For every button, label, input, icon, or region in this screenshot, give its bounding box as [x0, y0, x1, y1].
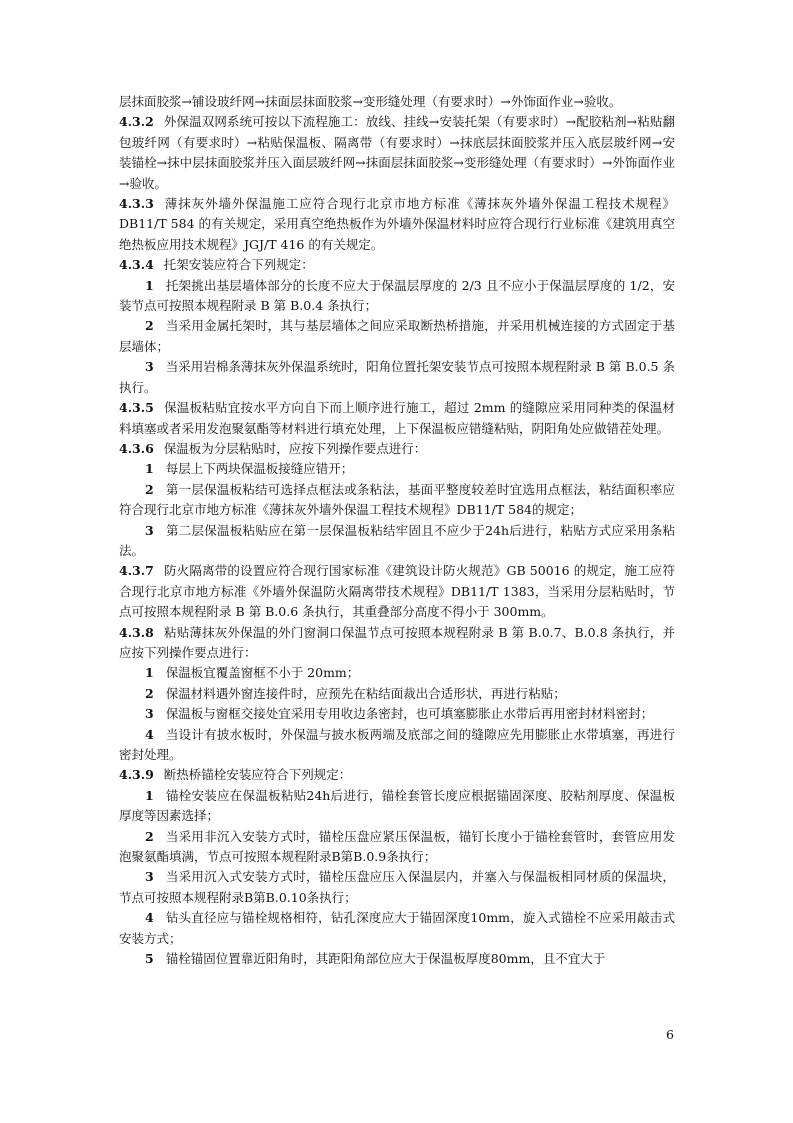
item-number: 2	[145, 318, 154, 334]
item-text: 当采用金属托架时，其与基层墙体之间应采取断热桥措施，并采用机械连接的方式固定于基层墙体；	[119, 318, 675, 354]
section-text: 保温板为分层粘贴时，应按下列操作要点进行：	[163, 440, 427, 456]
section-text: 薄抹灰外墙外保温施工应符合现行北京市地方标准《薄抹灰外墙外保温工程技术规程》DB11/T 584 的有关规定，采用真空绝热板作为外墙外保温材料时应符合现行行业标准《建筑用真空绝热板应用技术规程》JGJ/T 416 的有关规定。	[119, 196, 675, 252]
item-number: 1	[145, 665, 154, 681]
page-number: 6	[666, 1027, 674, 1042]
section-text: 断热桥锚栓安装应符合下列规定：	[163, 767, 352, 783]
list-item	[119, 908, 675, 949]
item-number: 2	[145, 481, 154, 497]
item-number: 2	[145, 685, 154, 701]
list-item	[119, 480, 675, 521]
list-item	[119, 704, 675, 724]
item-text: 锚栓锚固位置靠近阳角时，其距阳角部位应大于保温板厚度80mm，且不宜大于	[165, 951, 606, 967]
section-text: 防火隔离带的设置应符合现行国家标准《建筑设计防火规范》GB 50016 的规定，施工应符合现行北京市地方标准《外墙外保温防火隔离带技术规程》DB11/T 1383，当采用分层粘贴时，节点可按照本规程附录 B 第 B.0.6 条执行，其重叠部分高度不得小于 300mm。	[119, 563, 675, 620]
section-number: 4.3.9	[119, 767, 154, 783]
item-text: 保温板宜覆盖窗框不小于 20mm；	[165, 665, 360, 681]
item-text: 托架挑出基层墙体部分的长度不应大于保温层厚度的 2/3 且不应小于保温层厚度的 1/2，安装节点可按照本规程附录 B 第 B.0.4 条执行；	[119, 277, 675, 314]
item-number: 3	[145, 869, 154, 885]
list-item	[119, 867, 675, 908]
list-item	[119, 276, 675, 317]
item-number: 4	[145, 726, 154, 742]
item-number: 3	[145, 359, 154, 375]
list-item	[119, 521, 675, 562]
section-number: 4.3.7	[119, 563, 154, 579]
section-4-3-5	[119, 398, 675, 439]
item-number: 5	[145, 951, 154, 967]
item-number: 1	[145, 461, 154, 477]
section-text: 保温板粘贴宜按水平方向自下而上顺序进行施工，超过 2mm 的缝隙应采用同种类的保温材料填塞或者采用发泡聚氨酯等材料进行填充处理，上下保温板应错缝粘贴，阴阳角处应做错茬处理。	[119, 400, 675, 436]
section-number: 4.3.6	[119, 440, 154, 456]
list-item	[119, 725, 675, 766]
section-number: 4.3.3	[119, 196, 154, 212]
list-item	[119, 459, 675, 479]
item-text: 钻头直径应与锚栓规格相符，钻孔深度应大于锚固深度10mm，旋入式锚栓不应采用敲击式安装方式；	[119, 910, 675, 946]
list-item	[119, 316, 675, 357]
section-number: 4.3.5	[119, 400, 154, 416]
item-text: 锚栓安装应在保温板粘贴24h后进行，锚栓套管长度应根据锚固深度、胶粘剂厚度、保温板厚度等因素选择；	[119, 787, 675, 824]
lead-paragraph: 层抹面胶浆→铺设玻纤网→抹面层抹面胶浆→变形缝处理（有要求时）→外饰面作业→验收。	[119, 94, 622, 109]
section-4-3-8	[119, 623, 675, 664]
section-4-3-6	[119, 439, 675, 459]
item-text: 当采用非沉入安装方式时，锚栓压盘应紧压保温板，锚钉长度小于锚栓套管时，套管应用发泡聚氨酯填满，节点可按照本规程附录B第B.0.9条执行；	[119, 828, 675, 865]
item-number: 1	[145, 787, 154, 803]
list-item	[119, 786, 675, 827]
section-text: 粘贴薄抹灰外保温的外门窗洞口保温节点可按照本规程附录 B 第 B.0.7、B.0.8 条执行，并应按下列操作要点进行：	[119, 624, 675, 660]
list-item	[119, 357, 675, 398]
list-item	[119, 663, 675, 683]
section-4-3-9	[119, 765, 675, 785]
item-text: 保温材料遇外窗连接件时，应预先在粘结面裁出合适形状，再进行粘贴；	[165, 685, 566, 701]
section-4-3-3	[119, 194, 675, 255]
item-text: 当设计有披水板时，外保温与披水板两端及底部之间的缝隙应先用膨胀止水带填塞，再进行密封处理。	[119, 726, 675, 762]
section-number: 4.3.2	[119, 114, 154, 130]
section-text: 托架安装应符合下列规定：	[163, 257, 314, 273]
section-4-3-7	[119, 561, 675, 622]
sections-container	[119, 112, 675, 969]
section-number: 4.3.8	[119, 624, 154, 640]
document-body	[119, 92, 675, 969]
list-item	[119, 827, 675, 868]
item-text: 第一层保温板粘结可选择点框法或条粘法，基面平整度较差时宜选用点框法，粘结面积率应符合现行北京市地方标准《薄抹灰外墙外保温工程技术规程》DB11/T 584的规定；	[119, 481, 675, 518]
item-number: 2	[145, 828, 154, 844]
item-text: 保温板与窗框交接处宜采用专用收边条密封，也可填塞膨胀止水带后再用密封材料密封；	[165, 706, 654, 722]
section-4-3-2	[119, 112, 675, 194]
section-text: 外保温双网系统可按以下流程施工：放线、挂线→安装托架（有要求时）→配胶粘剂→粘贴翻包玻纤网（有要求时）→粘贴保温板、隔离带（有要求时）→抹底层抹面胶浆并压入底层玻纤网→安装锚栓→抹中层抹面胶浆并压入面层玻纤网→抹面层抹面胶浆→变形缝处理（有要求时）→外饰面作业→验收。	[119, 114, 675, 191]
section-4-3-4	[119, 255, 675, 275]
item-number: 3	[145, 706, 154, 722]
item-text: 当采用沉入式安装方式时，锚栓压盘应压入保温层内，并塞入与保温板相同材质的保温块，节点可按照本规程附录B第B.0.10条执行；	[119, 869, 675, 905]
list-item	[119, 684, 675, 704]
item-text: 当采用岩棉条薄抹灰外保温系统时，阳角位置托架安装节点可按照本规程附录 B 第 B.0.5 条执行。	[119, 359, 675, 395]
section-number: 4.3.4	[119, 257, 154, 273]
item-text: 第二层保温板粘贴应在第一层保温板粘结牢固且不应少于24h后进行，粘贴方式应采用条粘法。	[119, 522, 675, 558]
item-number: 4	[145, 910, 154, 926]
item-text: 每层上下两块保温板接缝应错开；	[165, 461, 354, 477]
item-number: 1	[145, 277, 154, 293]
list-item	[119, 949, 675, 969]
item-number: 3	[145, 522, 154, 538]
